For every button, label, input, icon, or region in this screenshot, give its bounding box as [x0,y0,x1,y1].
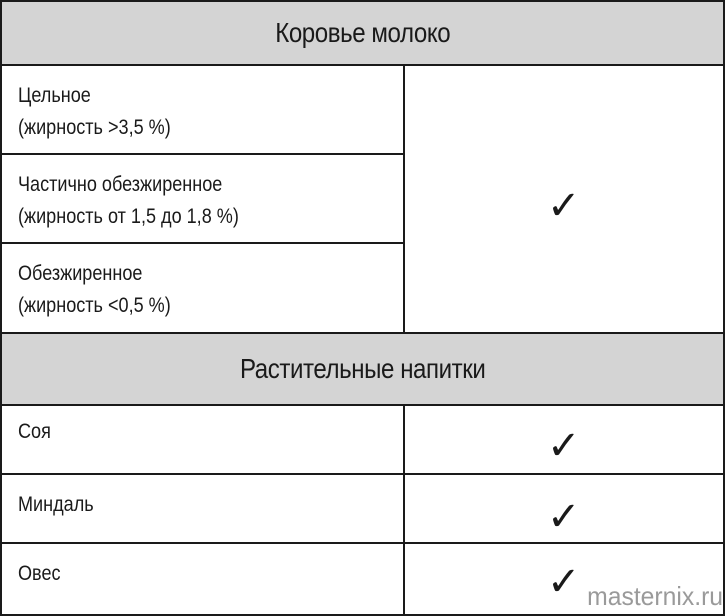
table-row-soy [0,404,405,475]
row-label: Миндаль [18,493,94,516]
row-sublabel: (жирность <0,5 %) [18,294,171,317]
row-sublabel: (жирность >3,5 %) [18,116,171,139]
section-header-cow-milk [0,0,725,66]
row-label: Овес [18,562,61,585]
check-mark-icon: ✓ [547,183,581,229]
section-title: Коровье молоко [275,17,450,48]
table-row-skimmed-milk [0,242,405,334]
table-row-whole-milk [0,64,405,155]
check-cell-almond [403,473,725,544]
row-label: Цельное [18,84,91,107]
merged-check-cell [403,64,725,334]
row-sublabel: (жирность от 1,5 до 1,8 %) [18,205,239,228]
section-header-plant-drinks [0,332,725,406]
watermark: masternix.ru [587,581,723,611]
section-title: Растительные напитки [239,353,486,384]
check-mark-icon: ✓ [547,494,581,540]
row-label: Соя [18,420,51,443]
row-label: Частично обезжиренное [18,173,223,196]
check-cell-soy [403,404,725,475]
check-mark-icon: ✓ [547,559,581,605]
check-mark-icon: ✓ [547,423,581,469]
row-label: Обезжиренное [18,262,143,285]
table-row-almond [0,473,405,544]
table-row-semi-skimmed-milk [0,153,405,244]
table-row-oat [0,542,405,616]
